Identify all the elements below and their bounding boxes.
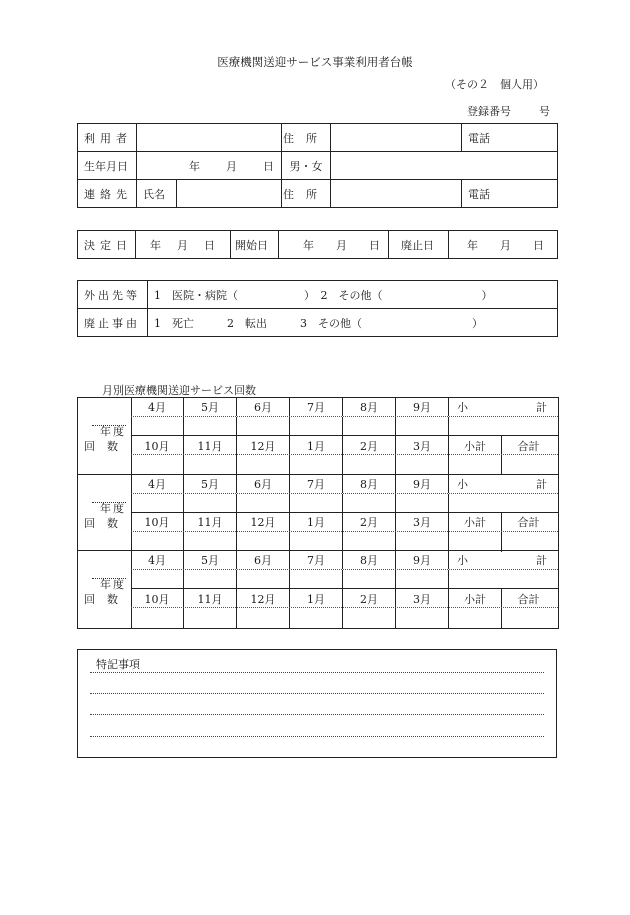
month-header: 10月 [131,589,184,608]
month-cells [131,398,558,474]
grid-row [131,569,558,589]
phone-label: 電話 [468,131,490,145]
month-header: 10月 [131,436,184,455]
notes-section[interactable] [77,649,557,758]
month-header: 11月 [184,589,237,608]
month-header: 8月 [343,475,396,493]
month-header: 6月 [237,551,290,569]
fiscal-year-block [78,551,558,628]
notes-line[interactable] [90,693,544,694]
monthly-count-grid [77,397,559,629]
month-header: 5月 [184,551,237,569]
month-count-field[interactable] [237,417,290,436]
month-count-field[interactable] [184,494,237,513]
document-subtitle: （その２ 個人用） [445,78,544,91]
contact-label: 連絡先 [78,180,137,208]
month-header: 10月 [131,513,184,532]
birth-extra-field[interactable] [331,152,558,180]
month-header: 4月 [131,398,184,416]
month-count-field[interactable] [343,494,396,513]
month-header: 7月 [290,398,343,416]
fiscal-year-label-cell [78,398,132,474]
fiscal-year-label: 年度 [92,578,126,591]
month-count-field[interactable] [131,608,184,628]
month-count-field[interactable] [396,455,449,475]
grid-row [131,531,558,552]
address-field[interactable] [331,124,462,152]
month-header: 4月 [131,475,184,493]
user-label: 利用者 [78,124,137,152]
grid-row [131,493,558,513]
subtotal-header: 小計 [449,513,502,532]
month-count-field[interactable] [237,494,290,513]
month-header: 3月 [396,589,449,608]
subtotal-header: 小計 [449,589,502,608]
month-count-field[interactable] [396,532,449,552]
month-header: 9月 [396,475,449,493]
month-count-field[interactable] [343,455,396,475]
month-header: 11月 [184,513,237,532]
month-count-field[interactable] [396,494,449,513]
grid-row [131,454,558,475]
subtotal-field[interactable] [449,417,555,436]
month-header: 5月 [184,398,237,416]
grid-row [131,512,558,532]
month-count-field[interactable] [131,494,184,513]
reasons-table [77,280,558,337]
month-header: 1月 [290,436,343,455]
total-field[interactable] [502,532,555,552]
abolish-label: 廃止事由 [78,309,148,337]
month-count-field[interactable] [343,570,396,589]
fiscal-year-block [78,475,558,552]
fiscal-year-label-cell [78,551,132,628]
month-count-field[interactable] [396,608,449,628]
abolish-options[interactable]: 1 死亡 2 転出 3 その他（ ） [148,309,558,337]
total-header: 合計 [517,516,540,530]
month-header: 5月 [184,475,237,493]
month-header: 8月 [343,398,396,416]
notes-line[interactable] [90,714,544,715]
count-label: 回数 [84,440,130,453]
end-date-field[interactable]: 年 月 日 [449,231,558,259]
year-label: 年 [189,159,200,173]
total-header: 合計 [517,592,540,606]
grid-row [131,475,558,493]
month-count-field[interactable] [131,570,184,589]
month-header: 12月 [237,513,290,532]
month-header: 12月 [237,436,290,455]
month-cells [131,475,558,551]
month-count-field[interactable] [237,608,290,628]
grid-row [131,398,558,416]
month-header: 2月 [343,589,396,608]
contact-address-field[interactable] [331,180,462,208]
month-header: 2月 [343,436,396,455]
month-header: 8月 [343,551,396,569]
month-header: 11月 [184,436,237,455]
subtotal-header: 小計 [449,436,502,455]
month-header: 12月 [237,589,290,608]
month-count-field[interactable] [290,417,343,436]
month-count-field[interactable] [343,608,396,628]
outing-options[interactable]: 1 医院・病院（ ） 2 その他（ ） [148,281,558,309]
user-info-table [77,123,558,208]
month-count-field[interactable] [396,570,449,589]
month-count-field[interactable] [131,455,184,475]
subtotal-header: 小 計 [457,477,547,491]
subtotal-field[interactable] [449,532,502,552]
fiscal-year-label: 年度 [92,502,126,515]
month-count-field[interactable] [290,570,343,589]
monthly-title: 月別医療機関送迎サービス回数 [102,384,256,397]
fiscal-year-block [78,398,558,475]
grid-row [131,607,558,628]
month-count-field[interactable] [184,608,237,628]
phone-cell[interactable] [462,124,558,152]
grid-row [131,435,558,455]
start-date-field[interactable]: 年 月 日 [279,231,389,259]
address-label: 住所 [282,124,331,152]
notes-line[interactable] [90,672,544,673]
user-name-field[interactable] [137,124,282,152]
month-header: 6月 [237,398,290,416]
month-header: 3月 [396,436,449,455]
month-count-field[interactable] [290,494,343,513]
month-count-field[interactable] [290,532,343,552]
month-cells [131,551,558,628]
month-count-field[interactable] [396,417,449,436]
month-count-field[interactable] [184,570,237,589]
total-header: 合計 [517,439,540,453]
dates-table [77,230,558,259]
registration-label: 登録番号 [467,105,511,118]
notes-title: 特記事項 [96,658,140,671]
month-count-field[interactable] [290,455,343,475]
registration-suffix: 号 [539,105,550,118]
document-title: 医療機関送迎サービス事業利用者台帳 [217,55,413,69]
count-label: 回数 [84,516,130,530]
month-count-field[interactable] [237,532,290,552]
month-count-field[interactable] [184,455,237,475]
month-header: 1月 [290,589,343,608]
month-header: 2月 [343,513,396,532]
grid-row [131,588,558,608]
outing-label: 外出先等 [78,281,148,309]
birth-date-field[interactable] [137,152,282,180]
end-date-label: 廃止日 [389,231,449,259]
month-count-field[interactable] [237,455,290,475]
registration-number [467,103,550,119]
contact-phone-label: 電話 [468,187,490,201]
subtotal-field[interactable] [449,608,502,628]
contact-address-label: 住所 [282,180,331,208]
subtotal-field[interactable] [449,570,555,589]
notes-line[interactable] [90,736,544,737]
month-header: 9月 [396,551,449,569]
month-count-field[interactable] [343,417,396,436]
contact-name-field[interactable] [177,180,282,208]
month-count-field[interactable] [131,532,184,552]
birth-label: 生年月日 [78,152,137,180]
month-count-field[interactable] [184,532,237,552]
month-header: 6月 [237,475,290,493]
subtotal-header: 小 計 [457,401,547,414]
month-header: 1月 [290,513,343,532]
fiscal-year-label-cell [78,475,132,551]
contact-name-label: 氏名 [137,180,177,208]
month-count-field[interactable] [290,608,343,628]
month-header: 3月 [396,513,449,532]
month-count-field[interactable] [131,417,184,436]
month-header: 7月 [290,475,343,493]
grid-row [131,416,558,436]
subtotal-header: 小 計 [457,554,547,568]
month-count-field[interactable] [184,417,237,436]
month-header: 9月 [396,398,449,416]
month-header: 7月 [290,551,343,569]
gender-selector[interactable]: 男・女 [282,152,331,180]
month-header: 4月 [131,551,184,569]
total-field[interactable] [502,455,555,475]
grid-row [131,551,558,569]
month-count-field[interactable] [343,532,396,552]
subtotal-field[interactable] [449,455,502,475]
total-field[interactable] [502,608,555,628]
contact-phone-cell[interactable] [462,180,558,208]
subtotal-field[interactable] [449,494,555,513]
month-count-field[interactable] [237,570,290,589]
start-date-label: 開始日 [231,231,279,259]
decision-date-label: 決定日 [78,231,136,259]
count-label: 回数 [84,593,130,607]
month-label: 月 [226,159,237,173]
decision-date-field[interactable]: 年 月 日 [136,231,231,259]
day-label: 日 [263,159,274,173]
fiscal-year-label: 年度 [92,425,126,438]
